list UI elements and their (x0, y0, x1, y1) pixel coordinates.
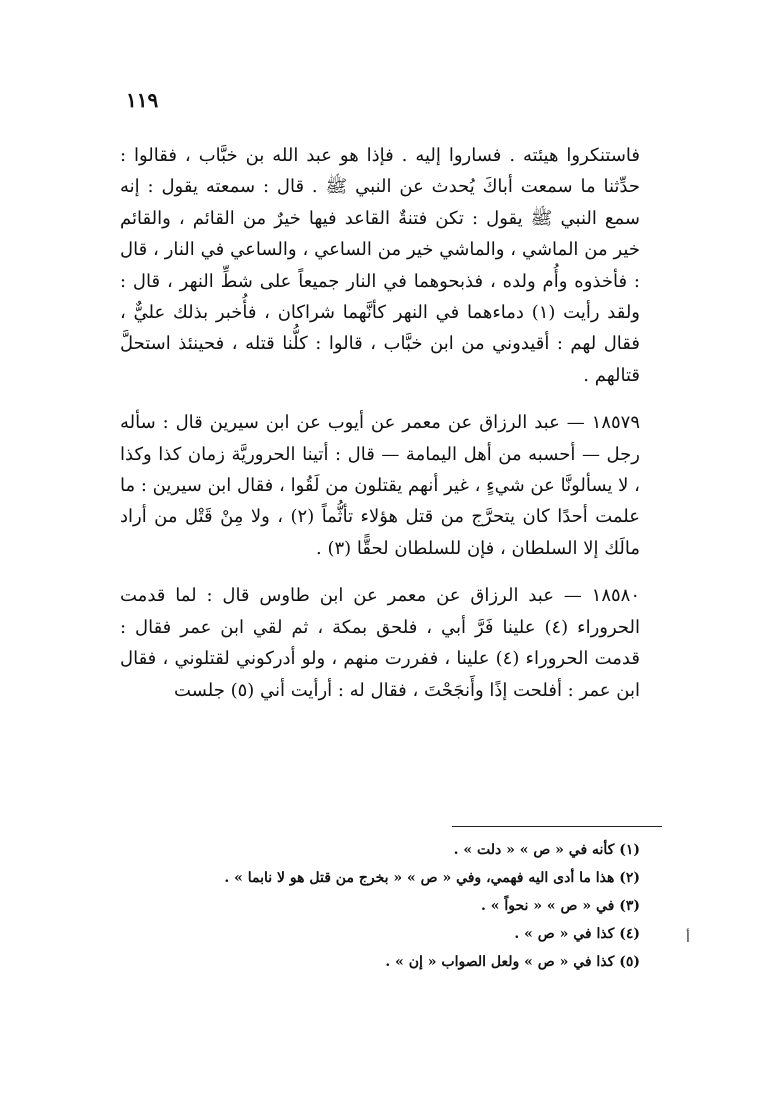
footnote-5: (٥) كذا في « ص » ولعل الصواب « إن » . (385, 954, 640, 970)
footnote-divider (452, 826, 662, 827)
paragraph-hadith-18580: ١٨٥٨٠ — عبد الرزاق عن معمر عن ابن طاوس قال : لما قدمت الحروراء (٤) علينا فَرَّ أبي ، فلحق بمكة ، ثم لقي ابن عمر فقال : قدمت الحروراء (٤) علينا ، ففررت منهم ، ولو أدركوني لقتلوني ، فقال ابن عمر : أفلحت إذًا وأَنجَحْتَ ، فقال له : أرأيت أني (٥) جلست (120, 585, 640, 701)
page-number: ١١٩ (126, 88, 159, 112)
footnote-2: (٢) هذا ما أدى اليه فهمي، وفي « ص » « بخرج من قتل هو لا نابما » . (224, 870, 640, 886)
margin-mark: أ (686, 930, 690, 946)
footnote-3: (٣) في « ص » « نحواً » . (481, 898, 640, 914)
paragraph-continuation: فاستنكروا هيئته . فساروا إليه . فإذا هو عبد الله بن خبَّاب ، فقالوا : حدِّثنا ما سمعت أباكَ يُحدث عن النبي ﷺ . قال : سمعته يقول : إنه سمع النبي ﷺ يقول : تكن فتنةٌ القاعد فيها خيرٌ من القائم ، والقائم خير من الماشي ، والماشي خير من الساعي ، والساعي في النار ، قال : فأخذوه وأُم ولده ، فذبحوهما في النار جميعاً على شطِّ النهر ، قال : ولقد رأيت (١) دماءهما في النهر كأنَّهما شراكان ، فأُخبر بذلك عليٌّ ، فقال لهم : أقيدوني من ابن خبَّاب ، قالوا : كلُّنا قتله ، فحينئذ استحلَّ قتالهم . (120, 145, 641, 386)
footnote-1: (١) كأنه في « ص » « دلت » . (453, 842, 640, 858)
footnotes (160, 836, 640, 976)
main-text (120, 140, 640, 706)
paragraph-hadith-18579: ١٨٥٧٩ — عبد الرزاق عن معمر عن أيوب عن ابن سيرين قال : سأله رجل — أحسبه من أهل اليمامة — قال : أتينا الحروريَّة زمان كذا وكذا ، لا يسألونَّا عن شيءٍ ، غير أنهم يقتلون من لَقُوا ، فقال ابن سيرين : ما علمت أحدًا كان يتحرَّج من قتل هؤلاء تأثُّماً (٢) ، ولا مِنْ قَتْل من أراد مالَك إلا السلطان ، فإن للسلطان لحقًّا (٣) . (120, 412, 640, 559)
footnote-4: (٤) كذا في « ص » . (514, 926, 640, 942)
